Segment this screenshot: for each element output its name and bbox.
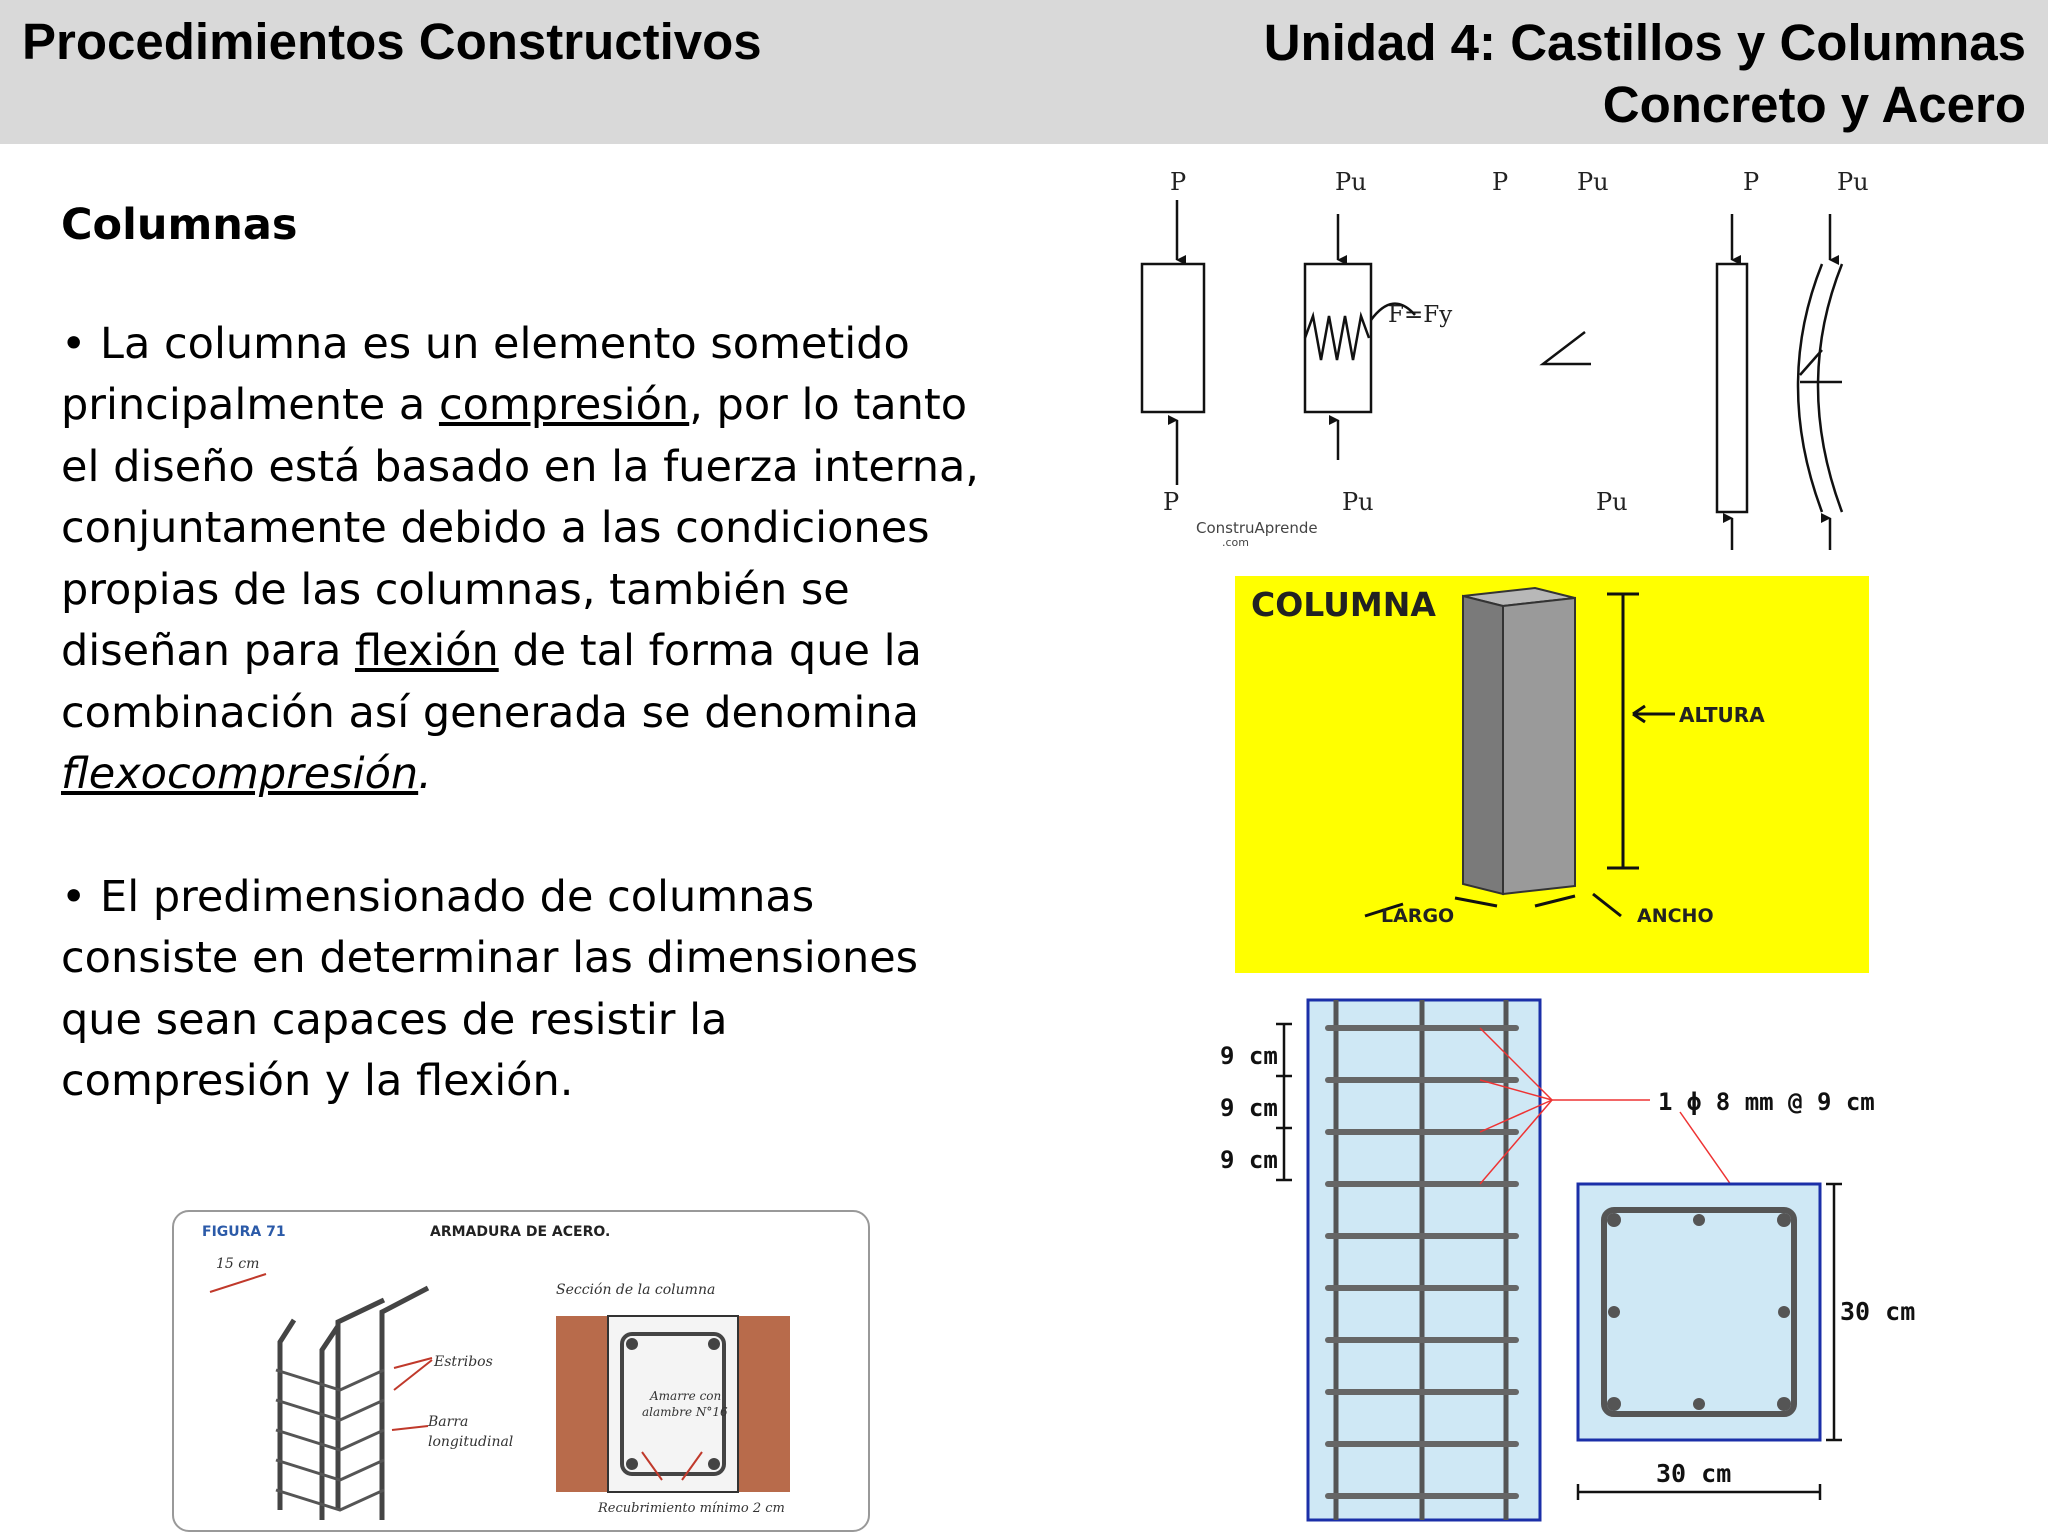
- label-alambre: alambre N°16: [642, 1405, 728, 1419]
- label-barra: Barra: [428, 1414, 469, 1430]
- unit-line-2: Concreto y Acero: [1602, 76, 2026, 133]
- dim-9cm-1: 9 cm: [1220, 1042, 1278, 1070]
- label-amarre: Amarre con: [650, 1389, 722, 1403]
- label-seccion: Sección de la columna: [556, 1282, 716, 1298]
- course-title: Procedimientos Constructivos: [22, 13, 762, 70]
- watermark: ConstruAprende: [1196, 519, 1318, 537]
- section-heading: Columnas: [61, 200, 298, 250]
- paragraph-compression: [61, 314, 981, 806]
- figure-title: ARMADURA DE ACERO.: [430, 1224, 611, 1240]
- rebar-detail-figure: [1210, 990, 1950, 1536]
- para1-text-d: .: [418, 749, 432, 799]
- label-p-2: P: [1492, 168, 1509, 196]
- paragraph-predimensionado: • El predimensionado de columnas consiste en determinar las dimensiones que sean capaces de resistir la compresión y la flexión.: [61, 871, 919, 1106]
- bullet: •: [61, 318, 87, 369]
- label-longitudinal: longitudinal: [428, 1434, 514, 1450]
- label-pu-1: Pu: [1335, 168, 1367, 196]
- column-title: COLUMNA: [1251, 585, 1436, 624]
- dim-side-30cm: 30 cm: [1840, 1297, 1916, 1326]
- load-diagrams-figure: [1130, 160, 1910, 555]
- para1-text-c: de tal forma que la combinación así generada se denomina: [61, 626, 922, 738]
- armadura-figure: [172, 1210, 870, 1532]
- term-flexion: flexión: [354, 626, 499, 676]
- unit-line-1: Unidad 4: Castillos y Columnas: [1263, 14, 2026, 71]
- unit-title: [1264, 12, 2026, 136]
- label-15cm: 15 cm: [216, 1256, 260, 1272]
- para1-text-b: , por lo tanto el diseño está basado en la fuerza interna, conjuntamente debido a las condiciones propias de las columnas, también se diseñan para: [61, 380, 979, 676]
- main-text: [61, 195, 981, 1113]
- label-pu-bottom-1: Pu: [1342, 488, 1374, 516]
- figure-number: FIGURA 71: [202, 1224, 286, 1240]
- term-flexocompresion: flexocompresión: [61, 749, 419, 799]
- slide-header: [0, 0, 2048, 144]
- label-altura: ALTURA: [1679, 703, 1765, 727]
- label-pu-2: Pu: [1577, 168, 1609, 196]
- label-pu-3: Pu: [1837, 168, 1869, 196]
- para1-text-a: La columna es un elemento sometido principalmente a: [61, 318, 910, 430]
- watermark-sub: .com: [1222, 536, 1249, 549]
- label-ancho: ANCHO: [1637, 905, 1714, 927]
- label-p-bottom: P: [1163, 488, 1180, 516]
- term-compresion: compresión: [438, 380, 690, 430]
- dim-bottom-30cm: 30 cm: [1656, 1459, 1732, 1488]
- label-recubrimiento: Recubrimiento mínimo 2 cm: [598, 1501, 785, 1516]
- stirrup-spec: 1 ϕ 8 mm @ 9 cm: [1658, 1088, 1875, 1116]
- label-ffy: F=Fy: [1388, 302, 1453, 328]
- dim-9cm-3: 9 cm: [1220, 1146, 1278, 1174]
- label-p-3: P: [1743, 168, 1760, 196]
- label-largo: LARGO: [1381, 905, 1455, 927]
- label-estribos: Estribos: [434, 1354, 493, 1370]
- label-p-1: P: [1170, 168, 1187, 196]
- column-dimensions-figure: [1235, 576, 1869, 973]
- dim-9cm-2: 9 cm: [1220, 1094, 1278, 1122]
- label-pu-bottom-2: Pu: [1596, 488, 1628, 516]
